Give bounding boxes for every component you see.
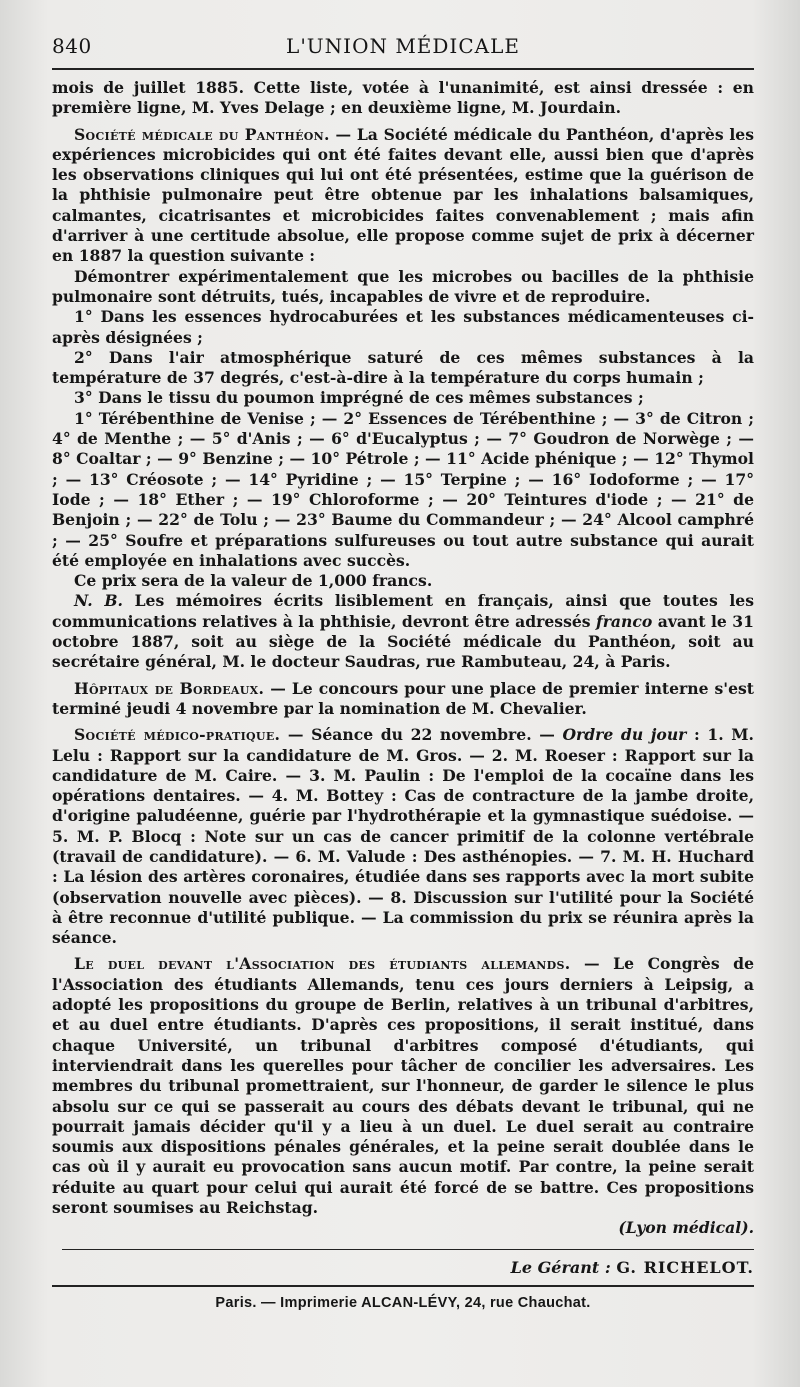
article-body	[52, 78, 754, 1239]
gerant-label: Le Gérant :	[510, 1257, 617, 1277]
section-head-duel: Le duel devant l'Association des étudiants allemands.	[74, 954, 571, 974]
paragraph-pantheon	[52, 125, 754, 267]
gerant-line	[52, 1258, 754, 1277]
gerant-name: G. RICHELOT.	[616, 1257, 754, 1277]
pantheon-text: — La Société médicale du Panthéon, d'après les expériences microbicides qui ont été faites devant elle, aussi bien que d'après les observations cliniques qui lui ont été présentées, estime que la guérison de la phthisie pulmonaire peut être obtenue par les inhalations balsamiques, calmantes, cicatrisantes et microbicides faites convenablement ; mais afin d'arriver à une certitude absolue, elle propose comme sujet de prix à décerner en 1887 la question suivante :	[52, 124, 754, 266]
paragraph-duel	[52, 954, 754, 1218]
nb-text-1: Les mémoires écrits lisiblement en français, ainsi que toutes les communications relatives à la phthisie, devront être adressés	[52, 591, 754, 631]
running-title: L'UNION MÉDICALE	[286, 34, 520, 58]
paragraph-election-list: mois de juillet 1885. Cette liste, votée à l'unanimité, est ainsi dressée : en première ligne, M. Yves Delage ; en deuxième ligne, M. Jourdain.	[52, 78, 754, 118]
ordre-du-jour: Ordre du jour	[562, 725, 687, 745]
duel-text: — Le Congrès de l'Association des étudiants Allemands, tenu ces jours derniers à Leipsig, a adopté les propositions du groupe de Berlin, relatives à un tribunal d'arbitres, et au duel entre étudiants. D'après ces propositions, il serait institué, dans chaque Université, un tribunal d'arbitres composé d'étudiants, qui interviendrait dans les querelles pour tâcher de concilier les adversaires. Les membres du tribunal promettraient, sur l'honneur, de garder le silence le plus absolu sur ce qui se passerait au cours des débats devant le tribunal, qui ne pourrait jamais décider qu'il y a lieu à un duel. Le duel serait au contraire soumis aux dispositions pénales générales, et la peine serait doublée dans le cas où il y aurait eu provocation sans aucun motif. Par contre, la peine serait réduite au quart pour celui qui aurait été forcé de se battre. Ces propositions seront soumises au Reichstag.	[52, 954, 754, 1218]
page-header	[52, 28, 754, 62]
source-lyon-medical: (Lyon médical).	[618, 1218, 754, 1238]
bordeaux-text: — Le concours pour une place de premier interne s'est terminé jeudi 4 novembre par la nomination de M. Chevalier.	[52, 678, 754, 718]
imprint-line: Paris. — Imprimerie ALCAN-LÉVY, 24, rue Chauchat.	[215, 1294, 591, 1311]
header-rule	[52, 68, 754, 70]
section-head-pantheon: Société médicale du Panthéon.	[74, 124, 330, 144]
nb-franco: franco	[596, 611, 653, 631]
paragraph-item-2: 2° Dans l'air atmosphérique saturé de ces mêmes substances à la température de 37 degrés, c'est-à-dire à la température du corps humain ;	[52, 347, 754, 388]
paragraph-nb	[52, 591, 754, 672]
footer-rule	[52, 1285, 754, 1287]
paragraph-medico-pratique	[52, 725, 754, 948]
section-head-medico-pratique: Société médico-pratique.	[74, 725, 281, 745]
section-head-bordeaux: Hôpitaux de Bordeaux.	[74, 678, 265, 698]
medico-text-2: : 1. M. Lelu : Rapport sur la candidature de M. Gros. — 2. M. Roeser : Rapport sur la candidature de M. Caire. — 3. M. Paulin : De l'emploi de la cocaïne dans les opérations dentaires. — 4. M. Bottey : Cas de contracture de la jambe droite, d'origine paludéenne, guérie par l'hydrothérapie et la gymnastique suédoise. — 5. M. P. Blocq : Note sur un cas de cancer primitif de la colonne vertébrale (travail de candidature). — 6. M. Valude : Des asthénopies. — 7. M. H. Huchard : La lésion des artères coronaires, étudiée dans ses rapports avec la mort subite (observation nouvelle avec pièces). — 8. Discussion sur l'utilité pour la Société à être reconnue d'utilité publique. — La commission du prix se réunira après la séance.	[52, 725, 754, 948]
paragraph-prize-value: Ce prix sera de la valeur de 1,000 francs.	[74, 571, 433, 591]
paragraph-substances-list: 1° Térébenthine de Venise ; — 2° Essences de Térébenthine ; — 3° de Citron ; 4° de Menthe ; — 5° d'Anis ; — 6° d'Eucalyptus ; — 7° Goudron de Norwège ; — 8° Coaltar ; — 9° Benzine ; — 10° Pétrole ; — 11° Acide phénique ; — 12° Thymol ; — 13° Créosote ; — 14° Pyridine ; — 15° Terpine ; — 16° Iodoforme ; — 17° Iode ; — 18° Ether ; — 19° Chloroforme ; — 20° Teintures d'iode ; — 21° de Benjoin ; — 22° de Tolu ; — 23° Baume du Commandeur ; — 24° Alcool camphré ; — 25° Soufre et préparations sulfureuses ou tout autre substance qui aurait été employée en inhalations avec succès.	[52, 408, 754, 570]
paragraph-bordeaux	[52, 679, 754, 720]
paragraph-item-3: 3° Dans le tissu du poumon imprégné de ces mêmes substances ;	[74, 388, 644, 408]
paragraph-question: Démontrer expérimentalement que les microbes ou bacilles de la phthisie pulmonaire sont détruits, tués, incapables de vivre et de reproduire.	[52, 266, 754, 306]
footer-rule-thin	[62, 1249, 754, 1250]
medico-text-1: — Séance du 22 novembre. —	[280, 725, 563, 745]
paragraph-item-1: 1° Dans les essences hydrocaburées et les substances médicamenteuses ci-après désignées ;	[52, 307, 754, 347]
page-number: 840	[52, 34, 92, 58]
nb-label: N. B.	[74, 591, 123, 611]
nb-text-2: avant le 31 octobre 1887, soit au siège de la Société médicale du Panthéon, soit au secrétaire général, M. le docteur Saudras, rue Rambuteau, 24, à Paris.	[52, 611, 754, 672]
